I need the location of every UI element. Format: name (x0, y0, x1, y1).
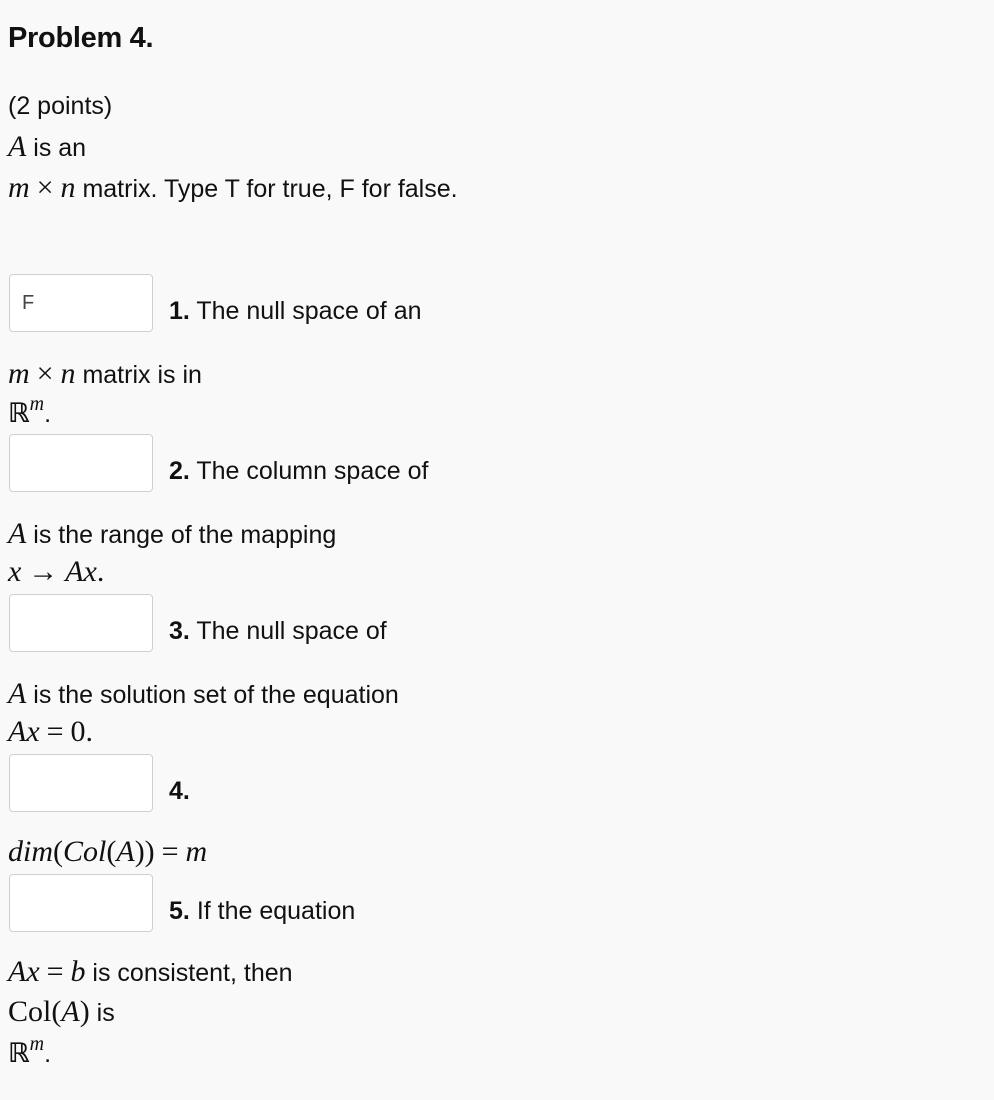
question-4-expr: dim(Col(A)) = m (8, 835, 208, 868)
intro-text: matrix. Type T for true, F for false. (82, 175, 458, 203)
question-number: 2. (169, 457, 190, 485)
answer-input-1[interactable] (9, 274, 153, 332)
period: . (96, 555, 105, 588)
question-2-cont (8, 517, 336, 551)
math-n: n (60, 171, 76, 204)
question-2-map (8, 555, 104, 589)
question-text: is (96, 999, 115, 1027)
math-Ax: Ax (8, 715, 40, 748)
math-col: Col (63, 835, 107, 868)
question-4-label (169, 777, 190, 806)
question-1-set (8, 393, 51, 429)
math-col: Col (8, 995, 52, 1028)
question-5-label (169, 897, 355, 926)
question-5-col: Col(A) is (8, 995, 115, 1028)
question-3-eq (8, 715, 93, 749)
math-m: m (185, 835, 208, 868)
problem-title: Problem 4. (8, 22, 154, 54)
math-zero: 0 (70, 715, 86, 748)
math-reals: ℝ (8, 398, 30, 429)
math-times: × (36, 171, 54, 204)
period: . (85, 715, 93, 748)
math-Ax: Ax (8, 955, 40, 988)
question-number: 4. (169, 777, 190, 805)
question-lead: The column space of (196, 457, 429, 485)
math-sup: m (29, 393, 45, 415)
math-A: A (8, 130, 27, 163)
math-Ax: Ax (65, 555, 97, 588)
question-3-label (169, 617, 387, 646)
math-n: n (60, 357, 76, 390)
math-b: b (70, 955, 86, 988)
math-dim: dim (8, 835, 53, 868)
math-m: m (8, 357, 30, 390)
answer-input-2[interactable] (9, 434, 153, 492)
question-5-eq (8, 955, 293, 989)
question-text: is the range of the mapping (33, 521, 337, 549)
question-1-cont (8, 357, 202, 391)
question-2-label (169, 457, 428, 486)
answer-input-4[interactable] (9, 754, 153, 812)
question-text: matrix is in (82, 361, 202, 389)
points-label: (2 points) (8, 92, 113, 120)
intro-line-1 (8, 130, 86, 164)
question-3-cont (8, 677, 399, 711)
question-5-set (8, 1033, 51, 1069)
math-A: A (8, 677, 27, 710)
question-number: 1. (169, 297, 190, 325)
period: . (44, 400, 52, 428)
math-equals: = (46, 715, 64, 748)
math-equals: = (161, 835, 179, 868)
math-m: m (8, 171, 30, 204)
math-sup: m (29, 1033, 45, 1055)
question-text: is consistent, then (92, 959, 293, 987)
period: . (44, 1040, 52, 1068)
question-lead: If the equation (196, 897, 356, 925)
math-A: A (116, 835, 135, 868)
math-reals: ℝ (8, 1038, 30, 1069)
intro-line-2 (8, 171, 458, 205)
intro-is-an: is an (33, 134, 87, 162)
question-text: is the solution set of the equation (33, 681, 399, 709)
answer-input-3[interactable] (9, 594, 153, 652)
math-x: x (8, 555, 22, 588)
question-1-label (169, 297, 422, 326)
question-number: 5. (169, 897, 190, 925)
arrow-icon: → (28, 555, 59, 588)
math-A: A (61, 995, 80, 1028)
math-A: A (8, 517, 27, 550)
math-times: × (36, 357, 54, 390)
question-lead: The null space of (196, 617, 387, 645)
math-equals: = (46, 955, 64, 988)
answer-input-5[interactable] (9, 874, 153, 932)
question-number: 3. (169, 617, 190, 645)
question-lead: The null space of an (196, 297, 422, 325)
